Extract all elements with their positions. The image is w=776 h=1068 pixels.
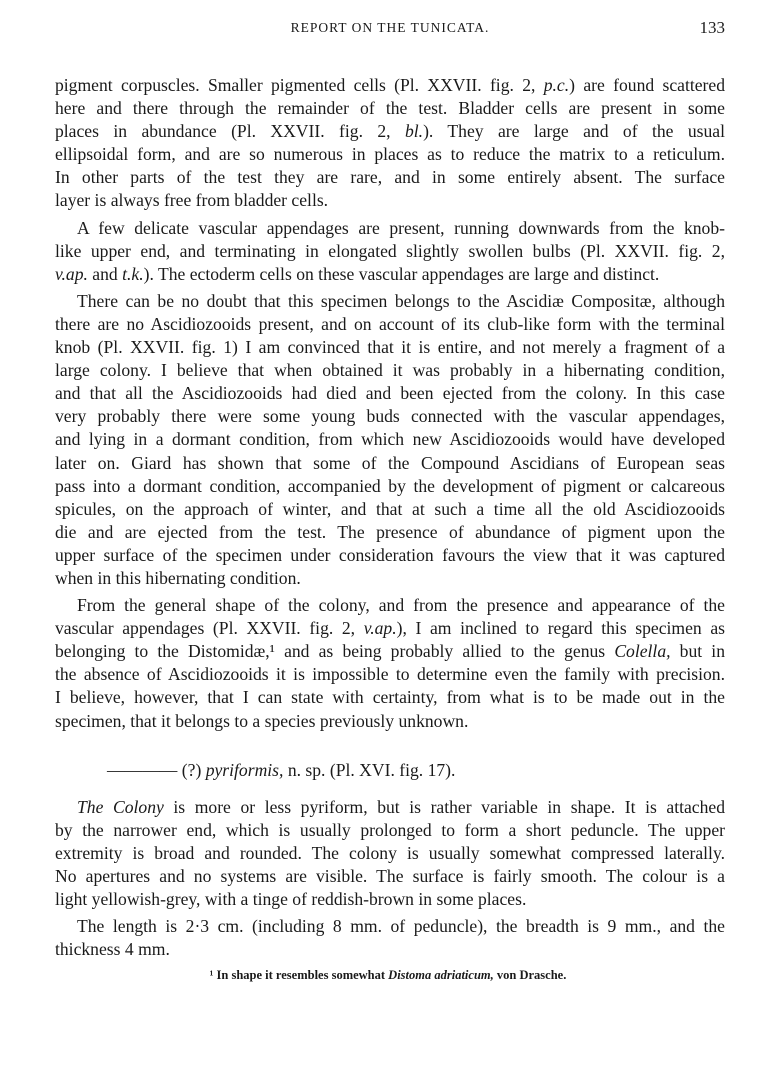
running-title: REPORT ON THE TUNICATA. (290, 20, 490, 35)
text-run: ) are found scattered (569, 75, 725, 95)
text-line (55, 290, 725, 313)
italic-text: pyriformis, (205, 759, 284, 780)
text-line (55, 686, 725, 709)
text-run: places in abundance (Pl. XXVII. fig. 2, (55, 121, 405, 142)
text-line (55, 521, 725, 544)
italic-text: p.c. (543, 75, 570, 95)
paragraph (55, 290, 725, 590)
text-line (55, 120, 725, 143)
text-run: and that all the Ascidiozooids had died and been ejected from the colony. In this case (55, 383, 725, 404)
text-run: A few delicate vascular appendages are present, running downwards from the knob- (77, 217, 725, 238)
text-run: here and there through the remainder of the test. Bladder cells are present in some (55, 98, 725, 119)
italic-text: v.ap. (363, 618, 397, 639)
text-line (55, 842, 725, 865)
text-line (55, 475, 725, 498)
text-run: layer is always free from bladder cells. (55, 190, 329, 211)
text-run: ). They are large and of the usual (423, 121, 725, 142)
text-line (55, 498, 725, 521)
text-run: ellipsoidal form, and are so numerous in places as to reduce the matrix to a reticulum. (55, 144, 725, 165)
text-run: thickness 4 mm. (55, 939, 170, 960)
text-line (55, 452, 725, 475)
text-run: von Drasche. (493, 968, 567, 983)
text-run: ———— (?) (107, 759, 206, 780)
text-run: but in (670, 641, 725, 662)
text-run: spicules, on the approach of winter, and that at such a time all the old Ascidiozooids (55, 498, 725, 519)
text-run: when in this hibernating condition. (55, 567, 301, 588)
text-line (55, 938, 725, 961)
page-number: 133 (699, 18, 725, 37)
text-line (55, 382, 725, 405)
species-section (55, 759, 725, 962)
text-run: like upper end, and terminating in elongated slightly swollen bulbs (Pl. XXVII. fig. 2, (55, 240, 725, 261)
italic-text: Colella, (614, 641, 671, 662)
text-run: ), I am inclined to regard this specimen as (396, 618, 726, 639)
text-run: large colony. I believe that when obtained it was probably in a hibernating condition, (55, 360, 725, 381)
text-run: pass into a dormant condition, accompanied by the development of pigment or calcareous (55, 475, 725, 496)
text-run: The length is 2·3 cm. (including 8 mm. of peduncle), the breadth is 9 mm., and the (77, 916, 725, 937)
text-run: light yellowish-grey, with a tinge of reddish-brown in some places. (55, 889, 527, 910)
text-run: knob (Pl. XXVII. fig. 1) I am convinced that it is entire, and not merely a fragment of a (55, 337, 725, 358)
text-run: pigment corpuscles. Smaller pigmented cells (Pl. XXVII. fig. 2, (55, 75, 544, 95)
text-line (55, 217, 725, 240)
paragraph (55, 74, 725, 213)
text-run: very probably there were some young buds connected with the vascular appendages, (55, 406, 725, 427)
text-line (55, 640, 725, 663)
text-line (55, 359, 725, 382)
text-run: ). The ectoderm cells on these vascular appendages are large and distinct. (143, 263, 660, 284)
text-line (55, 796, 725, 819)
paragraph (55, 217, 725, 286)
text-run: No apertures and no systems are visible. The surface is fairly smooth. The colour is a (55, 866, 725, 886)
text-run: n. sp. (Pl. XVI. fig. 17). (283, 759, 456, 780)
main-text (55, 74, 725, 733)
text-line (55, 888, 725, 911)
text-run: I believe, however, that I can state with certainty, from what is to be made out in the (55, 687, 725, 708)
text-run: From the general shape of the colony, and from the presence and appearance of the (77, 595, 725, 616)
footnote (0, 967, 776, 983)
running-header (55, 18, 725, 40)
text-run: later on. Giard has shown that some of the Compound Ascidians of European seas (55, 452, 725, 473)
text-line (55, 915, 725, 938)
text-run: by the narrower end, which is usually prolonged to form a short peduncle. The upper (55, 819, 725, 840)
text-line (55, 567, 725, 590)
paragraph (55, 796, 725, 911)
text-line (55, 166, 725, 189)
text-line (55, 544, 725, 567)
text-run: is more or less pyriform, but is rather variable in shape. It is attached (163, 796, 725, 817)
text-line (55, 97, 725, 120)
text-run: there are no Ascidiozooids present, and on account of its club-like form with the terminal (55, 313, 725, 334)
italic-text: Distoma adriaticum, (388, 968, 494, 983)
text-run: extremity is broad and rounded. The colony is usually somewhat compressed laterally. (55, 842, 725, 863)
text-line (55, 617, 725, 640)
paragraph (55, 594, 725, 733)
page-text (55, 74, 725, 961)
text-line (55, 710, 725, 733)
text-line (55, 313, 725, 336)
text-run: die and are ejected from the test. The presence of abundance of pigment upon the (55, 521, 725, 542)
text-line (55, 405, 725, 428)
text-line (55, 263, 725, 286)
text-run: and (87, 263, 123, 284)
text-line (55, 240, 725, 263)
text-run: ¹ In shape it resembles somewhat (209, 968, 389, 983)
paragraph (55, 915, 725, 961)
text-line (55, 663, 725, 686)
italic-text: The Colony (77, 796, 164, 817)
text-line (55, 74, 725, 97)
text-line (55, 428, 725, 451)
text-line (55, 189, 725, 212)
text-run: and lying in a dormant condition, from which new Ascidiozooids would have developed (55, 429, 725, 450)
text-line (55, 143, 725, 166)
text-run: the absence of Ascidiozooids it is impossible to determine even the family with precision. (55, 664, 725, 685)
italic-text: v.ap. (55, 263, 88, 284)
italic-text: t.k. (122, 263, 144, 284)
text-line (55, 594, 725, 617)
text-run: There can be no doubt that this specimen belongs to the Ascidiæ Compositæ, although (77, 290, 725, 311)
text-run: In other parts of the test they are rare, and in some entirely absent. The surface (55, 167, 725, 188)
text-line (55, 336, 725, 359)
text-line (55, 819, 725, 842)
text-run: specimen, that it belongs to a species previously unknown. (55, 710, 469, 731)
species-heading (55, 759, 725, 782)
text-run: vascular appendages (Pl. XXVII. fig. 2, (55, 618, 364, 639)
species-description (55, 796, 725, 962)
text-run: belonging to the Distomidæ,¹ and as being probably allied to the genus (55, 641, 615, 662)
italic-text: bl. (404, 121, 424, 142)
text-line (55, 865, 725, 888)
text-run: upper surface of the specimen under consideration favours the view that it was captured (55, 544, 725, 565)
